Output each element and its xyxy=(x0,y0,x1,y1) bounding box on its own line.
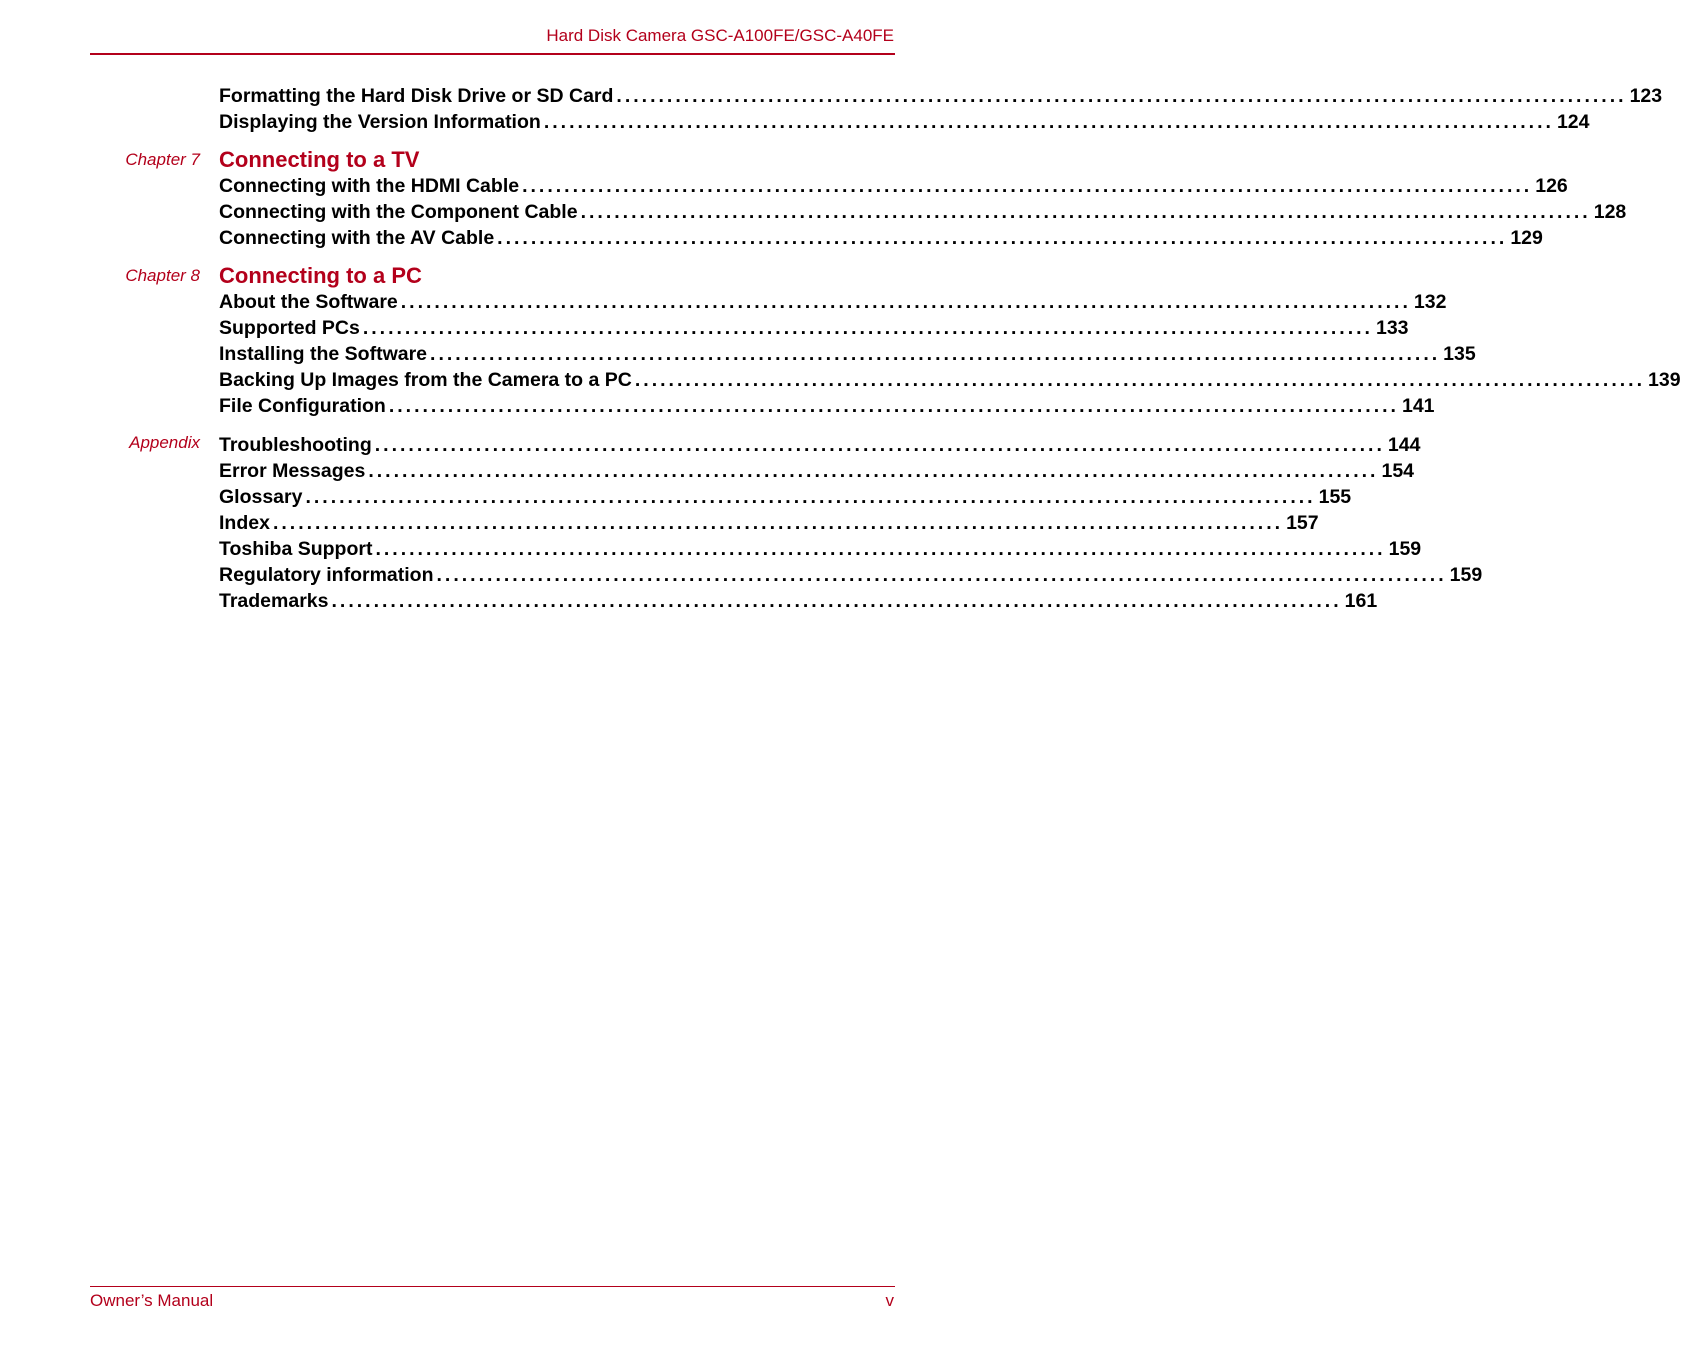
footer-manual-title: Owner’s Manual xyxy=(90,1291,214,1310)
toc-section-appendix xyxy=(0,432,1483,614)
toc-entry-page: 135 xyxy=(1443,343,1476,365)
leader-dots: ........................................................................................................................ xyxy=(375,538,1386,560)
toc-entry-title: Troubleshooting xyxy=(219,434,372,456)
leader-dots: ........................................................................................................................ xyxy=(368,460,1379,482)
toc-entry-title: Regulatory information xyxy=(219,564,434,586)
toc-entry[interactable] xyxy=(219,83,1663,109)
leader-dots: ........................................................................................................................ xyxy=(634,369,1646,391)
leader-dots: ........................................................................................................................ xyxy=(374,434,1385,456)
chapter-title[interactable]: Connecting to a TV xyxy=(219,147,420,172)
toc-entry[interactable] xyxy=(219,341,1476,367)
leader-dots: ........................................................................................................................ xyxy=(522,175,1533,197)
toc-entry[interactable] xyxy=(219,199,1627,225)
toc-section-intro xyxy=(0,83,1663,135)
toc-entry-page: 141 xyxy=(1401,395,1435,417)
leader-dots: ........................................................................................................................ xyxy=(616,85,1627,107)
chapter-label: Chapter 7 xyxy=(125,150,200,169)
toc-entry[interactable] xyxy=(219,289,1447,315)
toc-entry-page: 159 xyxy=(1449,564,1483,586)
leader-dots: ........................................................................................................................ xyxy=(305,486,1316,508)
toc-section-chapter-7 xyxy=(0,147,1627,251)
leader-dots: ........................................................................................................................ xyxy=(331,590,1342,612)
toc-entry-page: 139 xyxy=(1648,369,1681,391)
chapter-label: Chapter 8 xyxy=(125,266,200,285)
toc-entry[interactable] xyxy=(219,225,1543,251)
toc-entry-title: File Configuration xyxy=(219,395,386,417)
leader-dots: ........................................................................................................................ xyxy=(430,343,1441,365)
leader-dots: ........................................................................................................................ xyxy=(497,227,1508,249)
toc-entry-title: Backing Up Images from the Camera to a PC xyxy=(219,369,632,391)
toc-entry[interactable] xyxy=(219,458,1415,484)
leader-dots: ........................................................................................................................ xyxy=(436,564,1447,586)
toc-entry-page: 132 xyxy=(1413,291,1447,313)
toc-entry-title: Formatting the Hard Disk Drive or SD Card xyxy=(219,85,614,107)
toc-entry-title: Error Messages xyxy=(219,460,366,482)
toc-entry-title: Connecting with the HDMI Cable xyxy=(219,175,520,197)
toc-entry-page: 159 xyxy=(1388,538,1422,560)
toc-entry-title: Displaying the Version Information xyxy=(219,111,541,133)
table-of-contents xyxy=(0,83,1681,614)
toc-entry[interactable] xyxy=(219,367,1681,393)
leader-dots: ........................................................................................................................ xyxy=(272,512,1284,534)
running-header: Hard Disk Camera GSC-A100FE/GSC-A40FE xyxy=(546,26,894,45)
toc-entry[interactable] xyxy=(219,588,1378,614)
toc-entry[interactable] xyxy=(219,393,1435,419)
toc-entry[interactable] xyxy=(219,315,1409,341)
toc-entry[interactable] xyxy=(219,173,1568,199)
toc-entry-page: 157 xyxy=(1286,512,1319,534)
toc-entry[interactable] xyxy=(219,432,1421,458)
toc-entry-title: Trademarks xyxy=(219,590,329,612)
toc-entry[interactable] xyxy=(219,109,1590,135)
toc-section-chapter-8 xyxy=(0,263,1681,419)
toc-entry[interactable] xyxy=(219,536,1422,562)
toc-entry-page: 123 xyxy=(1629,85,1663,107)
toc-entry-title: Connecting with the AV Cable xyxy=(219,227,495,249)
toc-entry-title: Installing the Software xyxy=(219,343,428,365)
toc-entry-title: Connecting with the Component Cable xyxy=(219,201,578,223)
page-number: v xyxy=(885,1291,894,1310)
leader-dots: ........................................................................................................................ xyxy=(400,291,1411,313)
toc-entry-title: About the Software xyxy=(219,291,398,313)
toc-entry-page: 129 xyxy=(1510,227,1543,249)
leader-dots: ........................................................................................................................ xyxy=(580,201,1591,223)
toc-entry-title: Toshiba Support xyxy=(219,538,373,560)
toc-entry-title: Index xyxy=(219,512,270,534)
toc-entry-title: Supported PCs xyxy=(219,317,360,339)
toc-entry[interactable] xyxy=(219,484,1352,510)
toc-entry-page: 161 xyxy=(1344,590,1378,612)
toc-entry[interactable] xyxy=(219,510,1319,536)
toc-entry-page: 144 xyxy=(1387,434,1421,456)
toc-entry-page: 155 xyxy=(1318,486,1352,508)
leader-dots: ........................................................................................................................ xyxy=(362,317,1373,339)
leader-dots: ........................................................................................................................ xyxy=(388,395,1399,417)
toc-entry[interactable] xyxy=(219,562,1483,588)
toc-entry-title: Glossary xyxy=(219,486,303,508)
header-rule xyxy=(90,53,895,55)
leader-dots: ........................................................................................................................ xyxy=(543,111,1554,133)
toc-entry-page: 128 xyxy=(1593,201,1627,223)
toc-entry-page: 133 xyxy=(1375,317,1409,339)
footer-rule xyxy=(90,1286,895,1287)
appendix-label: Appendix xyxy=(129,433,200,452)
toc-entry-page: 154 xyxy=(1381,460,1415,482)
toc-entry-page: 124 xyxy=(1556,111,1590,133)
chapter-title[interactable]: Connecting to a PC xyxy=(219,263,422,288)
toc-entry-page: 126 xyxy=(1535,175,1568,197)
